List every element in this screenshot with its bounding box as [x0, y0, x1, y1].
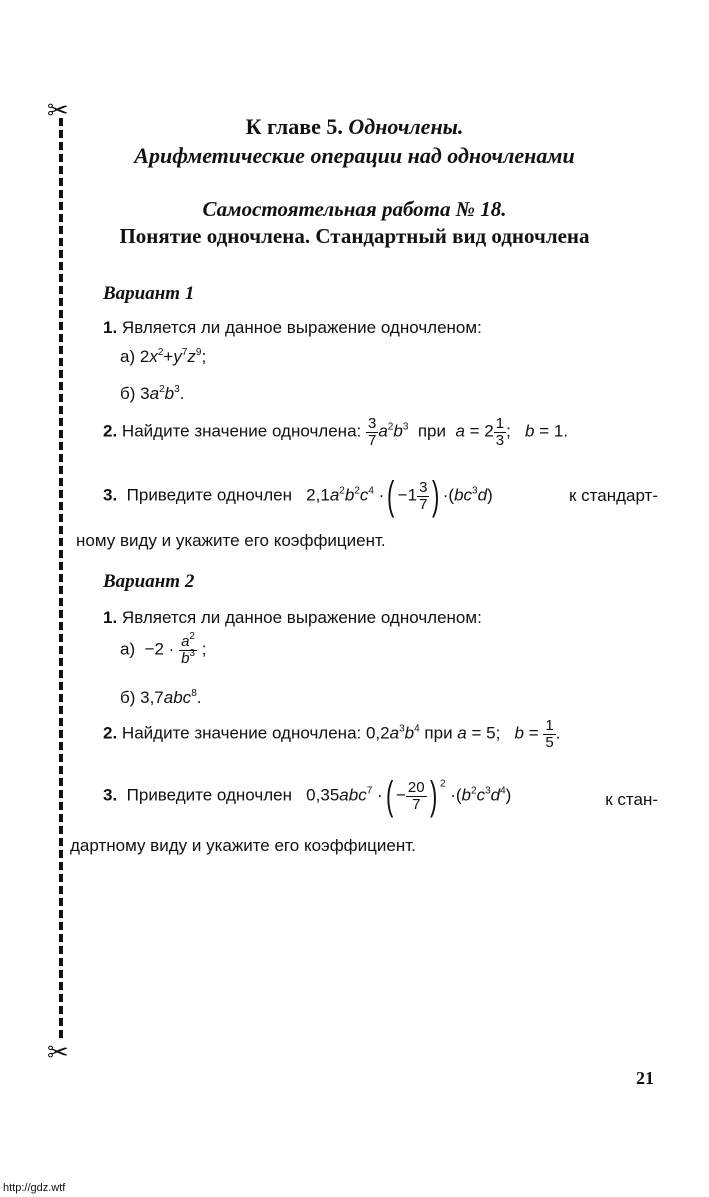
scissors-icon: ✂	[47, 96, 69, 126]
work-title: Самостоятельная работа № 18.	[202, 197, 507, 221]
scissors-icon: ✂	[47, 1038, 69, 1068]
v1-task1-b: б) $3a^2b^3$.	[120, 384, 185, 403]
v2-task3-cont: дартному виду и укажите его коэффициент.	[70, 836, 416, 855]
v2-task1: 1. Является ли данное выражение одночленом:	[103, 608, 482, 627]
v1-task3: 3. Приведите одночлен $2,1a^2b^2c^4$ ·( −1 $\frac{3}{7}$ ) $\cdot(bc^3d)$ к стандарт-	[103, 474, 658, 518]
v2-task2: 2. Найдите значение одночлена: $0,2a^3b^4$ при a = 5; b = $\frac{1}{5}$ .	[103, 717, 561, 751]
v2-task1-a: а) −2 · $\frac{a^2}{b^3}$ ;	[120, 631, 207, 667]
v2-task3: 3. Приведите одночлен 0,35abc$^7$ ·( − $\frac{20}{7}$ ) $^2 \cdot(b^2c^3d^4)$ к стан-	[103, 774, 658, 818]
variant2-heading: Вариант 2	[103, 571, 195, 592]
page-number: 21	[636, 1068, 654, 1088]
v1-task2: 2. Найдите значение одночлена: $\frac{3}{7}$ $a^2b^3$ при a = 2 $\frac{1}{3}$ ; b = 1.	[103, 415, 569, 449]
cut-line	[59, 118, 63, 1038]
chapter-subtitle: Арифметические операции над одночленами	[134, 143, 575, 168]
work-topic: Понятие одночлена. Стандартный вид одночлена	[119, 224, 590, 248]
v2-task1-b: б) 3,7abc$^8$.	[120, 688, 202, 707]
chapter-heading: К главе 5. Одночлены.	[245, 114, 464, 139]
v1-task1: 1. Является ли данное выражение одночленом:	[103, 318, 482, 337]
variant1-heading: Вариант 1	[103, 283, 195, 304]
v1-task3-cont: ному виду и укажите его коэффициент.	[76, 531, 386, 550]
footer-link[interactable]: http://gdz.wtf	[0, 1181, 68, 1195]
v1-task1-a: а) $2x^2+y^7z^9$;	[120, 347, 207, 366]
